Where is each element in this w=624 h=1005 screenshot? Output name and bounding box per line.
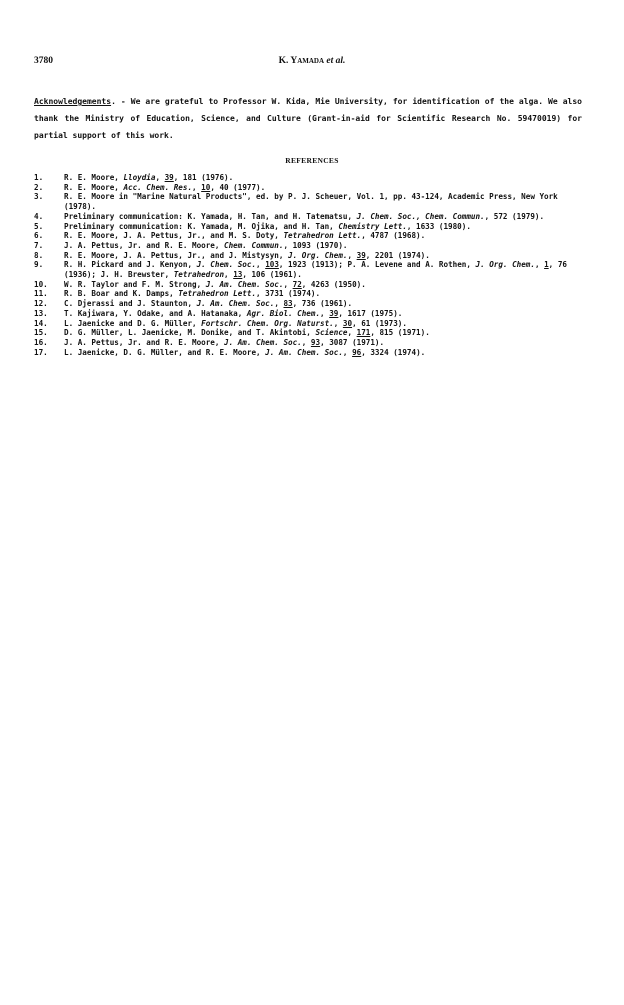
reference-item <box>34 299 590 309</box>
reference-fragment: , 1923 (1913); P. A. Levene and A. Rothen, <box>278 260 476 270</box>
reference-number: 3. <box>34 192 44 202</box>
reference-volume: 83 <box>283 299 293 309</box>
reference-text <box>64 212 590 222</box>
reference-volume: 39 <box>164 173 174 182</box>
reference-fragment: Preliminary communication: K. Yamada, M. Ojika, and H. Tan, <box>64 221 339 231</box>
reference-fragment: Preliminary communication: K. Yamada, H. Tan, and H. Tatematsu, <box>64 211 357 221</box>
reference-volume: 39 <box>329 308 339 318</box>
reference-item <box>34 309 590 319</box>
reference-fragment: , 61 (1973). <box>352 318 407 328</box>
reference-item <box>34 222 590 232</box>
reference-item <box>34 231 590 241</box>
reference-journal: J. Am. Chem. Soc. <box>205 279 284 289</box>
reference-number: 10. <box>34 279 48 289</box>
references-heading: REFERENCES <box>285 156 339 165</box>
reference-fragment: J. A. Pettus, Jr. and R. E. Moore, <box>64 240 225 250</box>
reference-fragment: , 736 (1961). <box>292 299 353 309</box>
reference-text <box>64 173 590 183</box>
reference-text <box>64 319 590 329</box>
reference-fragment: , 815 (1971). <box>370 328 430 338</box>
reference-fragment: , <box>224 270 234 280</box>
reference-fragment: , 3087 (1971). <box>320 337 385 347</box>
reference-volume: 96 <box>352 347 362 357</box>
reference-text <box>64 222 590 232</box>
reference-volume: 10 <box>201 182 211 192</box>
reference-fragment: , 76 (1936); J. H. Brewster, <box>64 260 567 280</box>
reference-item <box>34 173 590 183</box>
reference-volume: 72 <box>292 279 302 289</box>
reference-fragment: D. G. Müller, L. Jaenicke, M. Donike, and T. Akintobi, <box>64 328 316 338</box>
reference-fragment: W. R. Taylor and F. M. Strong, <box>64 279 206 289</box>
reference-text <box>64 289 590 299</box>
reference-journal: Agr. Biol. Chem. <box>246 308 321 318</box>
reference-fragment: C. Djerassi and J. Staunton, <box>64 299 197 309</box>
reference-fragment: , 2201 (1974). <box>365 250 430 260</box>
reference-fragment: , <box>333 318 343 328</box>
reference-number: 11. <box>34 289 48 299</box>
reference-text <box>64 328 590 338</box>
reference-journal: J. Chem. Soc. <box>196 260 257 270</box>
reference-fragment: , <box>274 299 284 309</box>
reference-item <box>34 251 590 261</box>
reference-item <box>34 319 590 329</box>
reference-item <box>34 348 590 358</box>
reference-volume: 39 <box>356 250 366 260</box>
reference-fragment: , <box>155 173 165 182</box>
reference-number: 8. <box>34 250 44 260</box>
reference-item <box>34 338 590 348</box>
reference-journal: Tetrahedron Lett. <box>178 289 257 299</box>
reference-fragment: R. E. Moore in "Marine Natural Products", ed. by P. J. Scheuer, Vol. 1, pp. 43-124, Academic Press, New York (1978). <box>64 192 558 212</box>
reference-fragment: R. E. Moore, <box>64 182 124 192</box>
reference-fragment: L. Jaenicke, D. G. Müller, and R. E. Moore, <box>64 347 266 357</box>
reference-number: 2. <box>34 182 44 192</box>
reference-fragment: , 1633 (1980). <box>406 221 471 231</box>
reference-journal: Lloydia <box>123 173 156 182</box>
reference-journal: Tetrahedron Lett. <box>283 231 362 241</box>
reference-text <box>64 299 590 309</box>
reference-number: 15. <box>34 328 48 338</box>
reference-text <box>64 348 590 358</box>
reference-journal: Chemistry Lett. <box>338 221 407 231</box>
running-title <box>34 56 590 66</box>
reference-fragment: , 40 (1977). <box>210 182 266 192</box>
reference-fragment: T. Kajiwara, Y. Odake, and A. Hatanaka, <box>64 308 247 318</box>
reference-item <box>34 289 590 299</box>
reference-number: 17. <box>34 347 48 357</box>
reference-fragment: , <box>283 279 293 289</box>
reference-text <box>64 241 590 251</box>
reference-journal: Fortschr. Chem. Org. Naturst. <box>201 318 334 328</box>
reference-number: 9. <box>34 260 44 270</box>
reference-list <box>34 173 590 357</box>
reference-number: 5. <box>34 221 44 231</box>
acknowledgements-paragraph <box>34 93 582 144</box>
page-number: 3780 <box>34 56 53 66</box>
reference-journal: Science <box>315 328 348 338</box>
reference-fragment: , 106 (1961). <box>242 270 302 280</box>
acknowledgements-heading: Acknowledgements <box>34 97 112 106</box>
reference-journal: J. Chem. Soc., Chem. Commun. <box>356 211 485 221</box>
reference-fragment: R. E. Moore, J. A. Pettus, Jr., and M. S. Doty, <box>64 231 284 241</box>
reference-number: 6. <box>34 231 44 241</box>
reference-text <box>64 251 590 261</box>
reference-fragment: R. E. Moore, <box>64 173 124 182</box>
reference-text <box>64 192 590 211</box>
reference-journal: Acc. Chem. Res. <box>123 182 193 192</box>
reference-text <box>64 183 590 193</box>
reference-fragment: , <box>347 250 357 260</box>
reference-journal: J. Am. Chem. Soc. <box>224 337 302 347</box>
reference-fragment: , <box>347 328 357 338</box>
acknowledgements-text: . - We are grateful to Professor W. Kida, Mie University, for identification of the alga. We also thank the Ministry of Education, Science, and Culture (Grant-in-aid for Scientific Research No. 59470019) for partial support of this work. <box>34 97 582 140</box>
reference-text <box>64 309 590 319</box>
reference-volume: 93 <box>310 337 321 347</box>
reference-volume: 1 <box>544 260 549 270</box>
reference-journal: J. Org. Chem. <box>475 260 535 270</box>
reference-journal: Tetrahedron <box>173 270 225 280</box>
reference-fragment: R. B. Boar and K. Damps, <box>64 289 179 299</box>
reference-fragment: , 572 (1979). <box>484 211 545 221</box>
reference-number: 14. <box>34 318 48 328</box>
reference-fragment: R. E. Moore, J. A. Pettus, Jr., and J. Mistysyn, <box>64 250 289 260</box>
reference-item <box>34 212 590 222</box>
reference-fragment: , <box>192 182 202 192</box>
running-title-etal: et al. <box>326 56 346 66</box>
reference-text <box>64 280 590 290</box>
reference-fragment: , 3731 (1974). <box>256 289 321 299</box>
reference-journal: Chem. Commun. <box>224 240 284 250</box>
reference-fragment: , <box>320 308 330 318</box>
reference-journal: J. Am. Chem. Soc. <box>265 347 343 357</box>
reference-fragment: , <box>256 260 266 270</box>
reference-item <box>34 192 590 211</box>
reference-volume: 13 <box>233 270 243 280</box>
reference-fragment: , <box>534 260 545 270</box>
reference-number: 1. <box>34 173 44 182</box>
reference-fragment: , 4787 (1968). <box>361 231 426 241</box>
reference-fragment: L. Jaenicke and D. G. Müller, <box>64 318 202 328</box>
reference-fragment: , <box>301 337 311 347</box>
reference-text <box>64 338 590 348</box>
reference-fragment: , 1093 (1970). <box>283 240 348 250</box>
reference-item <box>34 241 590 251</box>
page-header <box>34 56 590 70</box>
reference-journal: J. Org. Chem. <box>288 250 348 260</box>
reference-fragment: , <box>342 347 353 357</box>
reference-fragment: J. A. Pettus, Jr. and R. E. Moore, <box>64 337 225 347</box>
reference-volume: 30 <box>342 318 353 328</box>
reference-item <box>34 183 590 193</box>
reference-item <box>34 260 590 279</box>
reference-number: 4. <box>34 211 44 221</box>
reference-number: 12. <box>34 299 48 309</box>
reference-number: 16. <box>34 337 48 347</box>
running-title-author: K. Yamada <box>278 56 325 66</box>
reference-fragment: , 4263 (1950). <box>301 279 366 289</box>
reference-item <box>34 280 590 290</box>
reference-text <box>64 260 590 279</box>
reference-journal: J. Am. Chem. Soc. <box>196 299 275 309</box>
reference-fragment: , 181 (1976). <box>173 173 234 182</box>
reference-number: 13. <box>34 308 48 318</box>
reference-item <box>34 328 590 338</box>
reference-text <box>64 231 590 241</box>
reference-fragment: , 1617 (1975). <box>338 308 403 318</box>
reference-volume: 103 <box>265 260 279 270</box>
reference-number: 7. <box>34 240 44 250</box>
reference-fragment: , 3324 (1974). <box>361 347 426 357</box>
reference-fragment: R. H. Pickard and J. Kenyon, <box>64 260 197 270</box>
reference-volume: 171 <box>356 328 371 338</box>
